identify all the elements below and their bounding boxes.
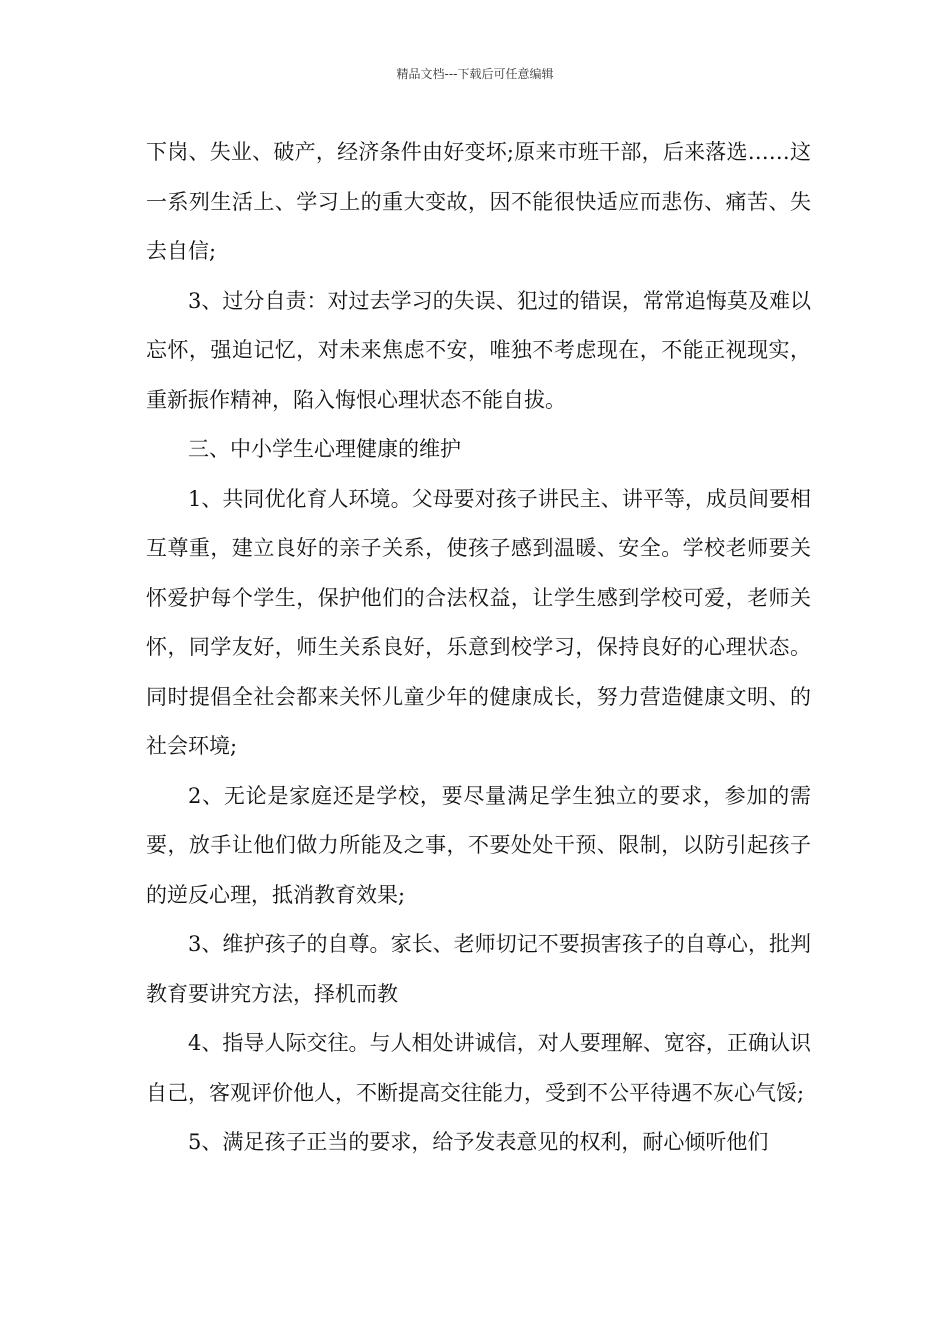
- paragraph-independence: 2、无论是家庭还是学校，要尽量满足学生独立的要求，参加的需要，放手让他们做力所能及之事，不要处处干预、限制，以防引起孩子的逆反心理，抵消教育效果;: [146, 783, 811, 907]
- paragraph-interpersonal: 4、指导人际交往。与人相处讲诚信，对人要理解、宽容，正确认识自己，客观评价他人，不断提高交往能力，受到不公平待遇不灰心气馁;: [146, 1031, 811, 1105]
- document-body: [146, 128, 811, 1168]
- paragraph-continuation: 下岗、失业、破产，经济条件由好变坏;原来市班干部，后来落选……这一系列生活上、学习上的重大变故，因不能很快适应而悲伤、痛苦、失去自信;: [146, 140, 811, 263]
- paragraph-requests: 5、满足孩子正当的要求，给予发表意见的权利，耐心倾听他们: [188, 1130, 769, 1154]
- page-header: 精品文档---下载后可任意编辑: [396, 67, 554, 81]
- section-heading: 三、中小学生心理健康的维护: [188, 437, 461, 461]
- paragraph-self-respect: 3、维护孩子的自尊。家长、老师切记不要损害孩子的自尊心，批判教育要讲究方法，择机而教: [146, 932, 811, 1006]
- paragraph-self-blame: 3、过分自责：对过去学习的失误、犯过的错误，常常追悔莫及难以忘怀，强迫记忆，对未来焦虑不安，唯独不考虑现在，不能正视现实，重新振作精神，陷入悔恨心理状态不能自拔。: [146, 288, 811, 412]
- paragraph-environment: 1、共同优化育人环境。父母要对孩子讲民主、讲平等，成员间要相互尊重，建立良好的亲子关系，使孩子感到温暖、安全。学校老师要关怀爱护每个学生，保护他们的合法权益，让学生感到学校可爱，老师关怀，同学友好，师生关系良好，乐意到校学习，保持良好的心理状态。同时提倡全社会都来关怀儿童少年的健康成长，努力营造健康文明、的社会环境;: [146, 486, 811, 758]
